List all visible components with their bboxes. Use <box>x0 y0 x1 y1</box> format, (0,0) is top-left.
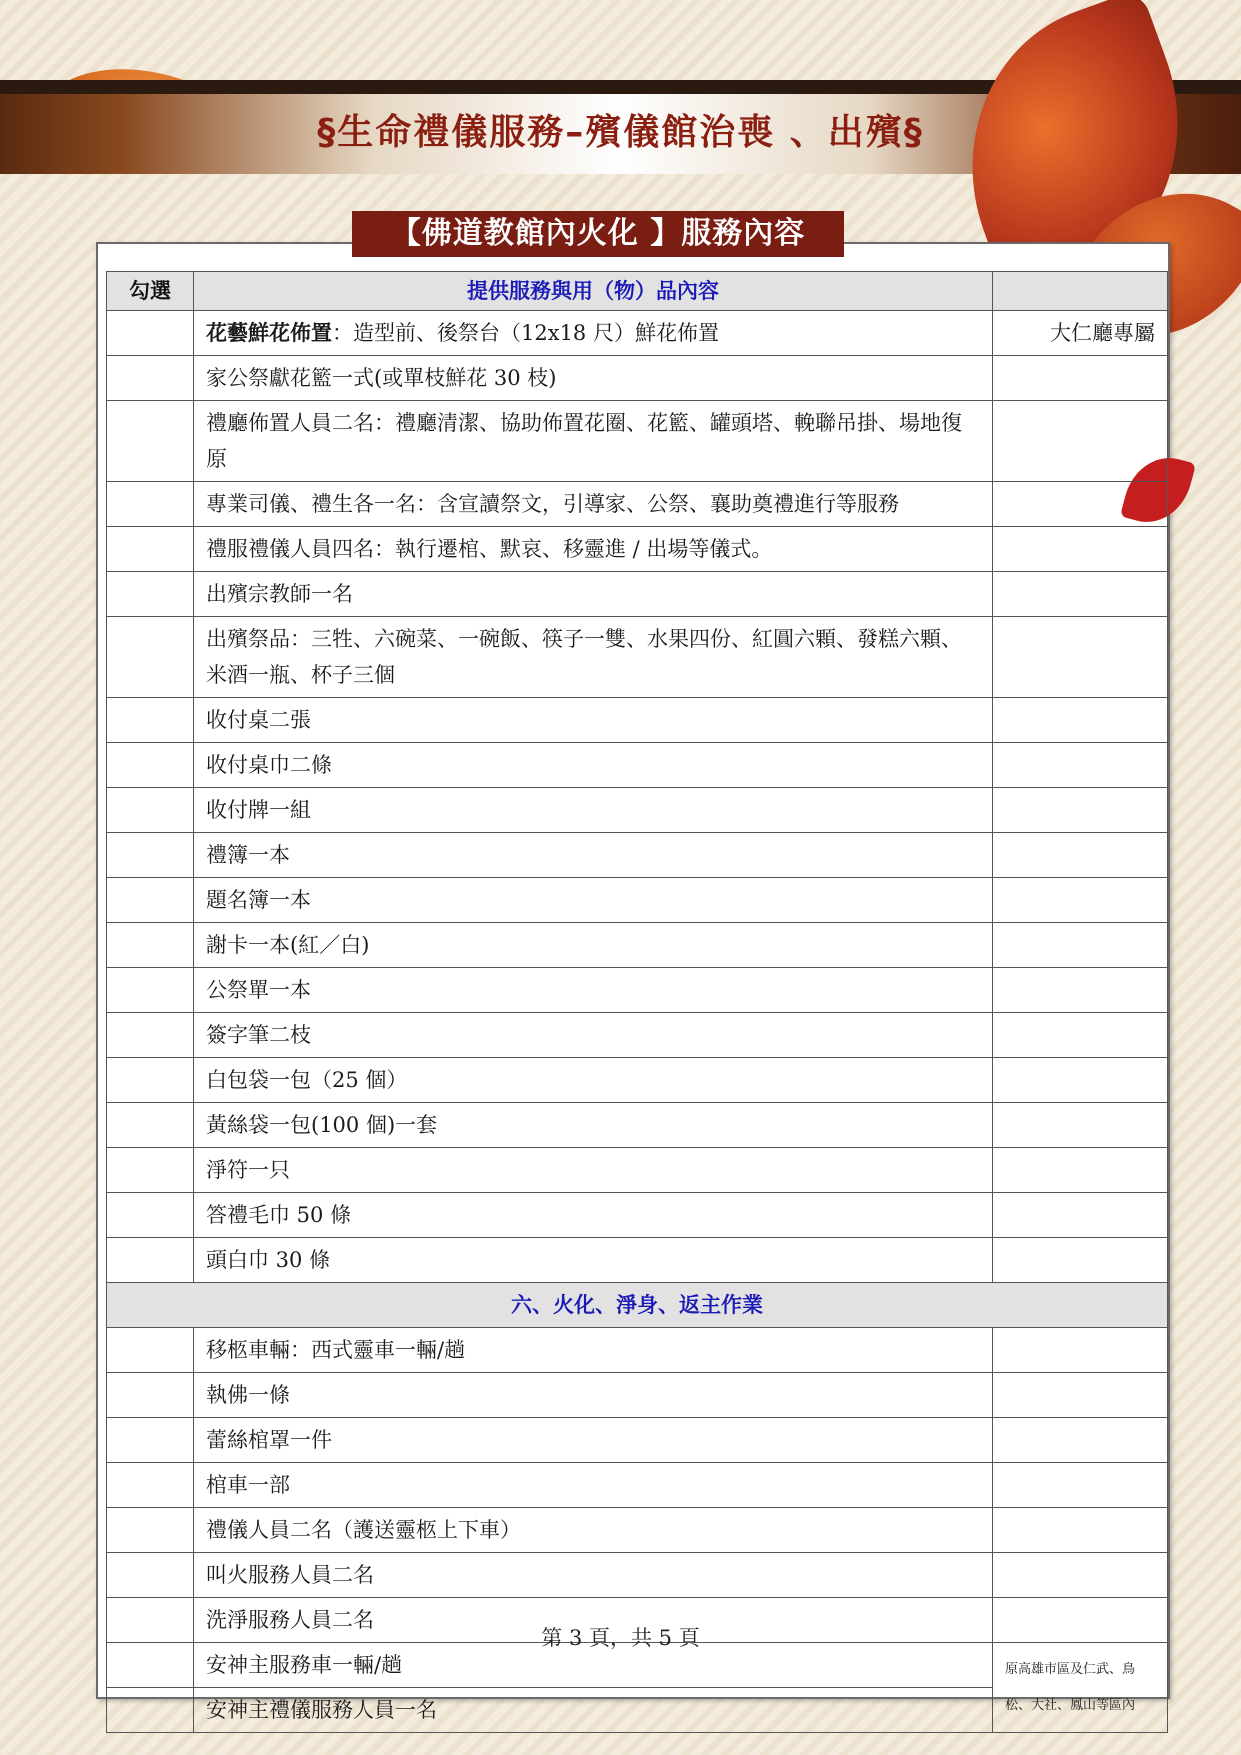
note-cell <box>993 572 1168 617</box>
check-cell[interactable] <box>107 1463 194 1508</box>
note-cell <box>993 968 1168 1013</box>
note-cell <box>993 788 1168 833</box>
content-cell: 安神主服務車一輛/趟 <box>194 1643 993 1688</box>
note-cell <box>993 482 1168 527</box>
check-cell[interactable] <box>107 401 194 482</box>
table-row <box>107 617 1168 698</box>
check-cell[interactable] <box>107 1058 194 1103</box>
check-cell[interactable] <box>107 1688 194 1733</box>
note-cell: 大仁廳專屬 <box>993 311 1168 356</box>
item-text: ：造型前、後祭台（12x18 尺）鮮花佈置 <box>332 321 719 345</box>
table-row <box>107 356 1168 401</box>
note-cell <box>993 1553 1168 1598</box>
content-cell: 蕾絲棺罩一件 <box>194 1418 993 1463</box>
check-cell[interactable] <box>107 743 194 788</box>
note-cell <box>993 923 1168 968</box>
note-cell <box>993 1193 1168 1238</box>
note-cell <box>993 1418 1168 1463</box>
content-cell: 棺車一部 <box>194 1463 993 1508</box>
check-cell[interactable] <box>107 1418 194 1463</box>
content-cell: 叫火服務人員二名 <box>194 1553 993 1598</box>
content-cell: 禮簿一本 <box>194 833 993 878</box>
table-row <box>107 1508 1168 1553</box>
note-cell <box>993 356 1168 401</box>
banner-title: §生命禮儀服務–殯儀館治喪 、出殯§ <box>317 112 924 153</box>
note-cell <box>993 401 1168 482</box>
check-cell[interactable] <box>107 968 194 1013</box>
table-header-row <box>107 272 1168 311</box>
check-cell[interactable] <box>107 1013 194 1058</box>
content-cell: 洗淨服務人員二名 <box>194 1598 993 1643</box>
note-cell <box>993 1328 1168 1373</box>
note-cell <box>993 1148 1168 1193</box>
table-row <box>107 401 1168 482</box>
table-row <box>107 968 1168 1013</box>
content-cell: 白包袋一包（25 個） <box>194 1058 993 1103</box>
check-cell[interactable] <box>107 1508 194 1553</box>
check-cell[interactable] <box>107 1148 194 1193</box>
check-cell[interactable] <box>107 878 194 923</box>
check-cell[interactable] <box>107 1238 194 1283</box>
content-cell: 禮廳佈置人員二名：禮廳清潔、協助佈置花圈、花籃、罐頭塔、輓聯吊掛、場地復原 <box>194 401 993 482</box>
check-cell[interactable] <box>107 311 194 356</box>
table-row <box>107 1373 1168 1418</box>
table-row <box>107 1328 1168 1373</box>
table-row <box>107 1013 1168 1058</box>
check-cell[interactable] <box>107 788 194 833</box>
content-cell: 答禮毛巾 50 條 <box>194 1193 993 1238</box>
check-cell[interactable] <box>107 572 194 617</box>
check-cell[interactable] <box>107 527 194 572</box>
content-cell: 家公祭獻花籃一式(或單枝鮮花 30 枝) <box>194 356 993 401</box>
note-cell <box>993 1103 1168 1148</box>
content-cell: 專業司儀、禮生各一名：含宣讀祭文，引導家、公祭、襄助奠禮進行等服務 <box>194 482 993 527</box>
check-cell[interactable] <box>107 833 194 878</box>
table-row <box>107 788 1168 833</box>
table-row <box>107 527 1168 572</box>
note-cell <box>993 1238 1168 1283</box>
table-row <box>107 1148 1168 1193</box>
table-row <box>107 1058 1168 1103</box>
area-note-cell: 原高雄市區及仁武、鳥松、大社、鳳山等區內 <box>993 1643 1168 1733</box>
check-cell[interactable] <box>107 1553 194 1598</box>
content-cell: 謝卡一本(紅／白) <box>194 923 993 968</box>
content-cell: 公祭單一本 <box>194 968 993 1013</box>
note-cell <box>993 698 1168 743</box>
content-cell: 頭白巾 30 條 <box>194 1238 993 1283</box>
content-cell: 禮服禮儀人員四名：執行遷棺、默哀、移靈進 / 出場等儀式。 <box>194 527 993 572</box>
col-content-header: 提供服務與用（物）品內容 <box>194 272 993 311</box>
note-cell <box>993 527 1168 572</box>
section2-title: 六、火化、淨身、返主作業 <box>107 1283 1168 1328</box>
item-lead: 花藝鮮花佈置 <box>206 320 332 345</box>
table-row <box>107 1103 1168 1148</box>
content-cell: 淨符一只 <box>194 1148 993 1193</box>
content-cell: 簽字筆二枝 <box>194 1013 993 1058</box>
content-cell: 出殯宗教師一名 <box>194 572 993 617</box>
section-header-row <box>107 1283 1168 1328</box>
check-cell[interactable] <box>107 1103 194 1148</box>
note-cell <box>993 743 1168 788</box>
table-row <box>107 923 1168 968</box>
check-cell[interactable] <box>107 698 194 743</box>
section-title: 【佛道教館內火化 】服務內容 <box>352 211 844 257</box>
check-cell[interactable] <box>107 617 194 698</box>
table-row <box>107 833 1168 878</box>
table-row <box>107 572 1168 617</box>
content-cell: 出殯祭品：三牲、六碗菜、一碗飯、筷子一雙、水果四份、紅圓六顆、發糕六顆、米酒一瓶、杯子三個 <box>194 617 993 698</box>
note-cell <box>993 1058 1168 1103</box>
content-cell <box>194 311 993 356</box>
service-table <box>106 271 1168 1733</box>
page-footer: 第 3 頁，共 5 頁 <box>541 1626 700 1650</box>
note-cell <box>993 1373 1168 1418</box>
content-cell: 移柩車輛：西式靈車一輛/趟 <box>194 1328 993 1373</box>
col-note-header <box>993 272 1168 311</box>
table-row <box>107 698 1168 743</box>
note-cell <box>993 833 1168 878</box>
table-row <box>107 482 1168 527</box>
check-cell[interactable] <box>107 1328 194 1373</box>
table-row <box>107 1553 1168 1598</box>
note-cell <box>993 617 1168 698</box>
check-cell[interactable] <box>107 923 194 968</box>
content-cell: 收付牌一組 <box>194 788 993 833</box>
table-row <box>107 743 1168 788</box>
table-row <box>107 311 1168 356</box>
content-cell: 執佛一條 <box>194 1373 993 1418</box>
content-cell: 收付桌巾二條 <box>194 743 993 788</box>
table-row <box>107 878 1168 923</box>
content-cell: 黃絲袋一包(100 個)一套 <box>194 1103 993 1148</box>
content-cell: 收付桌二張 <box>194 698 993 743</box>
content-cell: 安神主禮儀服務人員一名 <box>194 1688 993 1733</box>
check-cell[interactable] <box>107 356 194 401</box>
table-row <box>107 1463 1168 1508</box>
content-cell: 題名簿一本 <box>194 878 993 923</box>
table-row <box>107 1418 1168 1463</box>
note-cell <box>993 1463 1168 1508</box>
table-row <box>107 1193 1168 1238</box>
content-cell: 禮儀人員二名（護送靈柩上下車） <box>194 1508 993 1553</box>
check-cell[interactable] <box>107 482 194 527</box>
check-cell[interactable] <box>107 1373 194 1418</box>
note-cell <box>993 1508 1168 1553</box>
note-cell <box>993 878 1168 923</box>
note-cell <box>993 1013 1168 1058</box>
col-check-header: 勾選 <box>107 272 194 311</box>
table-row <box>107 1238 1168 1283</box>
check-cell[interactable] <box>107 1193 194 1238</box>
